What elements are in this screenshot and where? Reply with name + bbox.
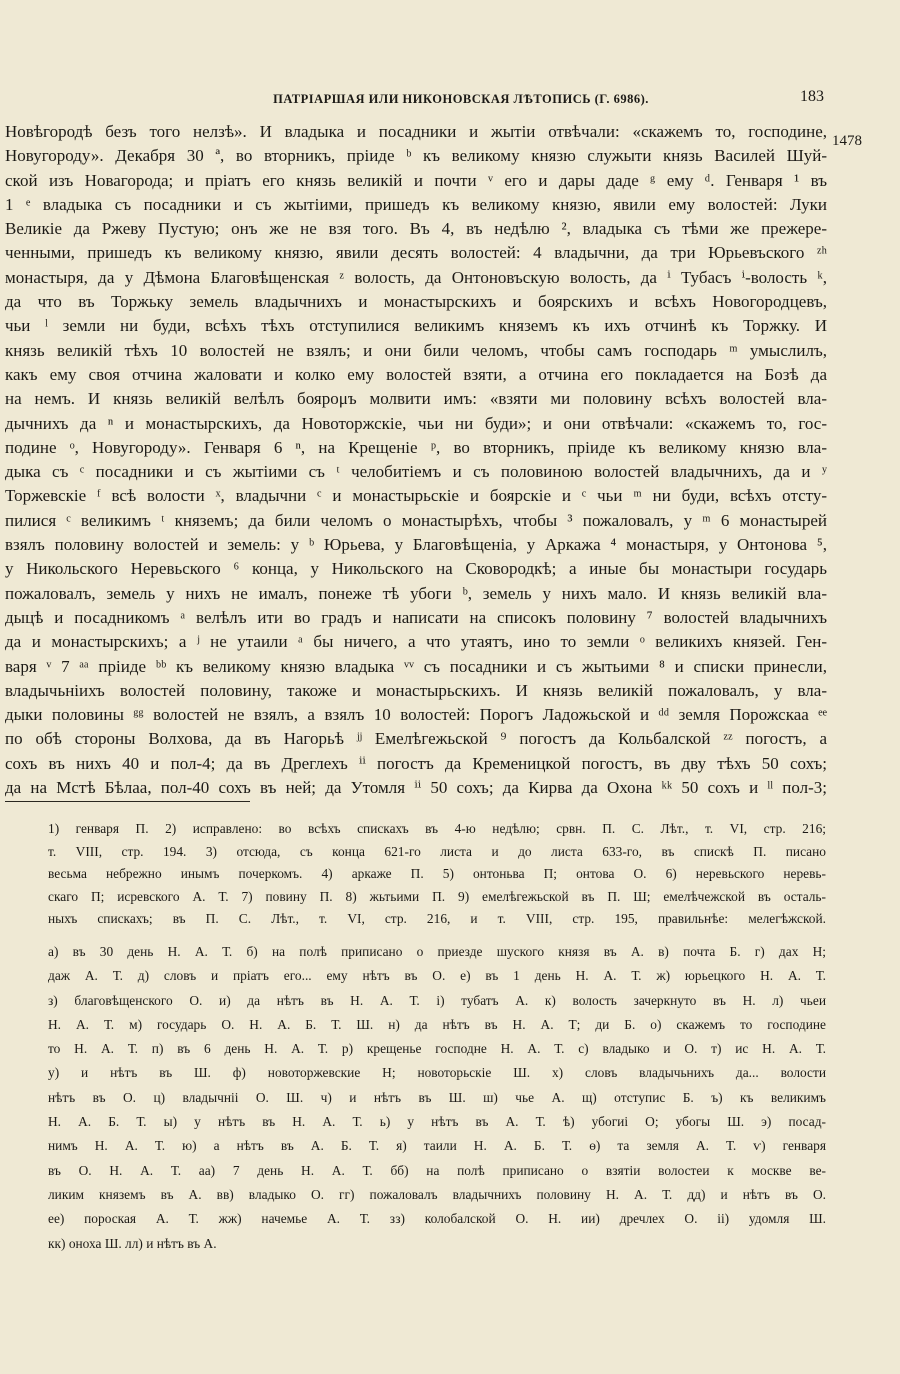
text-line: Новѣгородѣ безъ того нелзѣ». И владыка и посадники и жытіи отвѣчали: «скажемъ то, господине, <box>5 122 827 141</box>
text-line: да и монастырскихъ; а ʲ не утаили ᵃ бы ничего, а что утаятъ, ино то земли ᵒ великихъ князей. Ген- <box>5 632 827 652</box>
footnote-line: скаго П; исревского А. Т. 7) повину П. 8) жьтьими П. 9) емелѣгежьской въ П. Ш; емелѣчежской въ осталь- <box>48 888 826 904</box>
text-line: подине ᵒ, Новугороду». Генваря 6 ⁿ, на Крещеніе ᵖ, во вторникъ, пріиде къ великому князю вла- <box>5 437 827 457</box>
variant-readings <box>48 940 826 1256</box>
variant-line: Н. А. Б. Т. ы) у нѣтъ въ Н. А. Т. ь) у нѣтъ въ А. Т. ѣ) убогиі О; убогы Ш. э) посад- <box>48 1114 826 1130</box>
text-line: дычнихъ да ⁿ и монастырскихъ, да Новоторжскіе, чьи ни буди»; и они отвѣчали: «скажемъ то, гос- <box>5 413 827 433</box>
running-title: ПАТРІАРШАЯ ИЛИ НИКОНОВСКАЯ ЛѢТОПИСЬ (Г. 6986). <box>273 92 649 106</box>
text-line: ской изъ Новагорода; и пріатъ его князь великій и почти ᵛ его и дары даде ᵍ ему ᵈ. Генваря ¹ въ <box>5 170 827 190</box>
text-line: какъ ему своя отчина жаловати и колко ему волостей взяти, а отчина его покладается на Бозѣ да <box>5 364 827 384</box>
footnote-line: весьма небрежно инымъ почеркомъ. 4) аркаже П. 5) онтоньва П; онтова О. 6) неревьского неревь- <box>48 866 826 881</box>
text-line: Великіе да Ржеву Пустую; онъ же не взя того. Въ 4, въ недѣлю ², владыка съ тѣми же прежере- <box>5 219 827 239</box>
text-line: дыка съ ᶜ посадники и съ жытіими съ ᵗ челобитіемъ и съ половиною волостей владычнихъ, да и ʸ <box>5 462 827 482</box>
text-line: ченными, пришедъ къ великому князю, явили десять волостей: 4 владычни, да три Юрьевъского ᶻʰ <box>5 243 827 263</box>
variant-line: кк) оноха Ш. лл) и нѣтъ въ А. <box>48 1235 217 1251</box>
text-line: дыцѣ и посадникомъ ᵃ велѣлъ ити во градъ и написати на списокъ половину ⁷ волостей владычнихъ <box>5 607 827 627</box>
variant-line: нѣтъ въ О. ц) владычніі О. Ш. ч) и нѣтъ въ Ш. ш) чье А. щ) отступис Б. ъ) къ великимъ <box>48 1089 826 1105</box>
variant-line: а) въ 30 день Н. А. Т. б) на полѣ приписано о приезде шуского князя въ А. в) почта Б. г) дах Н; <box>48 944 826 959</box>
margin-year: 1478 <box>832 133 862 149</box>
text-line: на немъ. И князь великій велѣлъ боярομъ молвити имъ: «взяти ми половину всѣхъ волостей вла- <box>5 389 827 409</box>
variant-line: въ О. Н. А. Т. аа) 7 день Н. А. Т. бб) на полѣ приписано о взятіи волостеи к москве ве- <box>48 1162 826 1178</box>
text-line: 1 ᵉ владыка съ посадники и съ жытіими, пришедъ къ великому князю, явили ему волостей: Луки <box>5 194 827 214</box>
variant-line: нимъ Н. А. Т. ю) а нѣтъ въ А. Б. Т. я) таили Н. А. Б. Т. ѳ) та земля А. Т. ѵ) генваря <box>48 1138 826 1154</box>
text-line: варя ᵛ 7 ᵃᵃ пріиде ᵇᵇ къ великому князю владыка ᵛᵛ съ посадники и съ жытьими ⁸ и списки принесли, <box>5 656 827 676</box>
text-line: князь великій тѣхъ 10 волостей не взялъ; и они били челомъ, чтобы самъ господарь ᵐ умыслилъ, <box>5 340 827 360</box>
text-line: взялъ половину волостей и земель: у ᵇ Юрьева, у Благовѣщеніа, у Аркажа ⁴ монастыря, у Онтонова ⁵, <box>5 535 827 555</box>
text-line: владычьніихъ волостей половину, такоже и монастырьскихъ. И князь великій пожаловалъ, у вла- <box>5 680 827 700</box>
text-line: Торжевскіе ᶠ всѣ волости ˣ, владычни ᶜ и монастырьскіе и боярскіе и ᶜ чьи ᵐ ни буди, всѣхъ отсту- <box>5 486 827 506</box>
text-line: пожаловалъ, земель у нихъ не ималъ, понеже тѣ убоги ᵇ, земель у нихъ мало. И князь великій вла- <box>5 583 827 603</box>
variant-line: то Н. А. Т. п) въ 6 день Н. А. Т. р) крещенье господне Н. А. Т. с) владыко и О. т) ис Н. А. Т. <box>48 1041 826 1057</box>
text-line: да что въ Торжьку земель владычнихъ и монастырскихъ и боярскихъ и всѣхъ Новогородцевъ, <box>5 292 827 312</box>
variant-line: ее) пороская А. Т. жж) начемье А. Т. зз) колобалской О. Н. ии) дречлех О. іі) удомля Ш. <box>48 1211 826 1227</box>
variant-line: Н. А. Т. м) государь О. Н. А. Б. Т. Ш. н) да нѣтъ въ Н. А. Т; ди Б. о) скажемъ то господине <box>48 1016 826 1032</box>
text-line: да на Мстѣ Бѣлаа, пол-40 сохъ въ ней; да Утомля ⁱⁱ 50 сохъ; да Кирва да Охона ᵏᵏ 50 сохъ и ˡˡ пол-3; <box>5 778 827 798</box>
text-line: по обѣ стороны Волхова, да въ Нагорьѣ ʲʲ Емелѣгежьской ⁹ погостъ да Кольбалской ᶻᶻ погостъ, а <box>5 729 827 749</box>
text-line: пилися ᶜ великимъ ᵗ княземъ; да били челомъ о монастырѣхъ, чтобы ³ пожаловалъ, у ᵐ 6 монастырей <box>5 510 827 530</box>
footnote-divider <box>5 801 250 802</box>
text-line: Новугороду». Декабря 30 ª, во вторникъ, пріиде ᵇ къ великому князю служыти князь Василей Шуй- <box>5 146 827 166</box>
footnote-line: ныхъ спискахъ; въ П. С. Лѣт., т. VI, стр. 216, и т. VIII, стр. 195, правильнѣе: мелегѣжской. <box>48 911 826 926</box>
page-number: 183 <box>800 88 824 105</box>
text-line: у Никольского Неревьского ⁶ конца, у Никольского на Сковородкѣ; а иные бы монастыри государь <box>5 559 827 579</box>
footnotes <box>48 818 826 931</box>
main-text <box>5 120 827 800</box>
variant-line: у) и нѣтъ въ Ш. ф) новоторжевские Н; новоторьскіе Ш. х) словъ владычьнихъ да... волости <box>48 1065 826 1081</box>
text-line: дыки половины ᵍᵍ волостей не взялъ, а взялъ 10 волостей: Порогъ Ладожьской и ᵈᵈ земля Порожскаа ᵉᵉ <box>5 705 827 725</box>
variant-line: даж А. Т. д) словъ и пріатъ его... ему нѣтъ въ О. е) въ 1 день Н. А. Т. ж) юрьецкого Н. А. Т. <box>48 968 826 984</box>
footnote-line: т. VIII, стр. 194. 3) отсюда, съ конца 621-го листа и до листа 633-го, въ спискѣ П. писано <box>48 843 826 859</box>
text-line: монастыря, да у Дѣмона Благовѣщенская ᶻ волость, да Онтоновъскую волость, да ⁱ Тубасъ ⁱ-волость ᵏ, <box>5 267 827 287</box>
text-line: сохъ въ нихъ 40 и пол-4; да въ Дреглехъ ⁱⁱ погостъ да Кременицкой погостъ, въ дву тѣхъ 50 сохъ; <box>5 753 827 773</box>
variant-line: ликим княземъ въ А. вв) владыко О. гг) пожаловалъ владычнихъ половину Н. А. Т. дд) и нѣтъ въ О. <box>48 1186 826 1202</box>
text-line: чьи ˡ земли ни буди, всѣхъ тѣхъ отступилися великимъ княземъ къ ихъ отчинѣ къ Торжку. И <box>5 316 827 336</box>
variant-line: з) благовѣщенского О. и) да нѣтъ въ Н. А. Т. і) тубатъ А. к) волость зачеркнуто въ Н. л) чьеи <box>48 992 826 1008</box>
footnote-line: 1) генваря П. 2) исправлено: во всѣхъ спискахъ въ 4-ю недѣлю; срвн. П. С. Лѣт., т. VI, стр. 216; <box>48 821 826 836</box>
